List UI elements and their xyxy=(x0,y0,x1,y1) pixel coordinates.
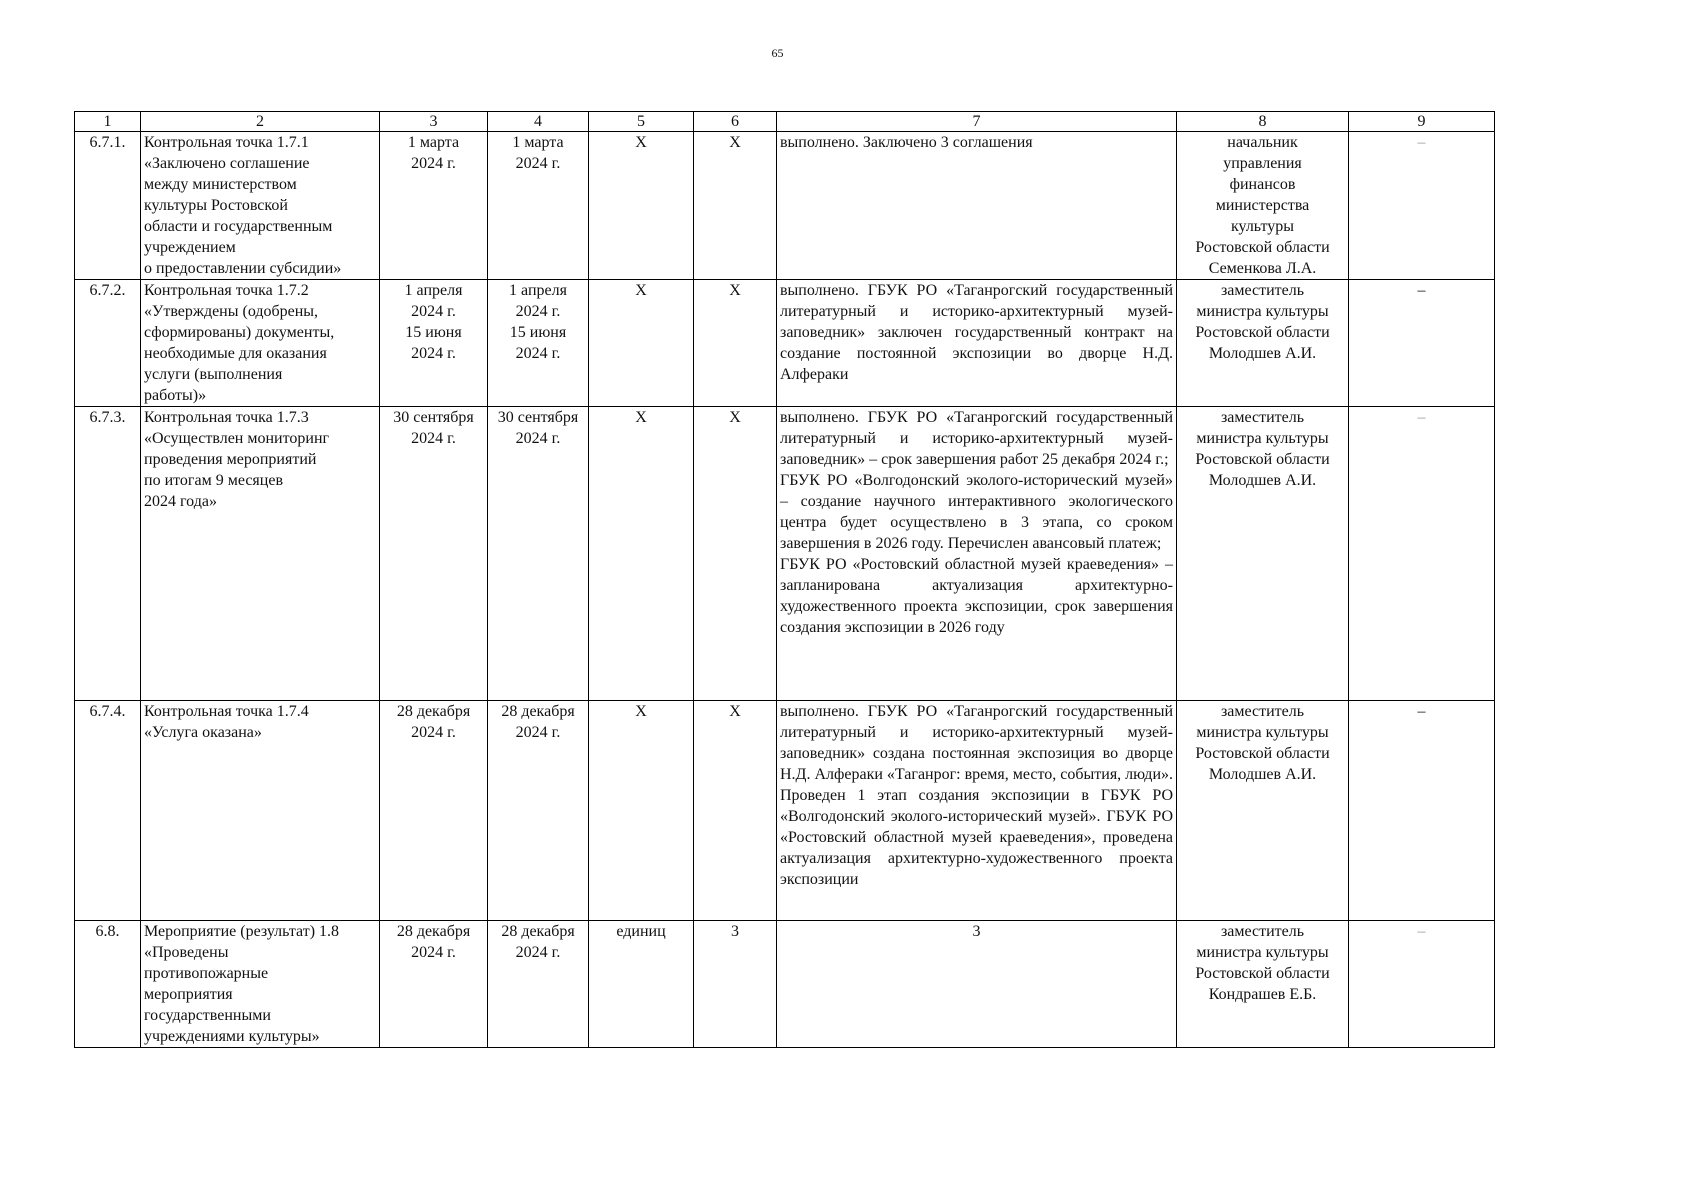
row-number: 6.7.4. xyxy=(75,701,141,921)
date-line: 15 июня xyxy=(509,324,567,341)
event-description xyxy=(141,132,380,280)
column-header-3: 3 xyxy=(380,112,488,132)
responsible-person xyxy=(1177,132,1349,280)
date-line: 1 марта xyxy=(512,134,564,151)
date-line: 2024 г. xyxy=(515,944,561,961)
date-line: 30 сентября xyxy=(393,409,474,426)
description-line: противопожарные xyxy=(144,965,269,982)
column-6-value: X xyxy=(694,407,777,701)
responsible-line: Кондрашев Е.Б. xyxy=(1208,986,1317,1003)
actual-date xyxy=(488,921,589,1048)
planned-date xyxy=(380,701,488,921)
responsible-line: Ростовской области xyxy=(1195,745,1330,762)
responsible-line: Ростовской области xyxy=(1195,324,1330,341)
column-header-2: 2 xyxy=(141,112,380,132)
table-row xyxy=(75,132,1495,280)
description-line: учреждениями культуры» xyxy=(144,1028,320,1045)
date-line: 2024 г. xyxy=(515,303,561,320)
responsible-line: Ростовской области xyxy=(1195,451,1330,468)
date-line: 2024 г. xyxy=(411,724,456,741)
responsible-line: культуры xyxy=(1230,218,1295,235)
column-header-5: 5 xyxy=(589,112,694,132)
date-line: 2024 г. xyxy=(515,430,561,447)
event-description xyxy=(141,701,380,921)
actual-date xyxy=(488,132,589,280)
date-line: 1 марта xyxy=(407,134,460,151)
column-5-value: X xyxy=(589,701,694,921)
date-line: 28 декабря xyxy=(396,703,471,720)
description-line: проведения мероприятий xyxy=(144,451,317,468)
responsible-line: министра культуры xyxy=(1196,430,1329,447)
date-line: 28 декабря xyxy=(396,923,471,940)
date-line: 1 апреля xyxy=(509,282,567,299)
column-5-value: X xyxy=(589,407,694,701)
responsible-line: министра культуры xyxy=(1196,724,1329,741)
date-line: 28 декабря xyxy=(501,703,575,720)
description-line: Контрольная точка 1.7.2 xyxy=(144,282,309,299)
responsible-person xyxy=(1177,701,1349,921)
description-line: 2024 года» xyxy=(144,493,217,510)
description-line: «Заключено соглашение xyxy=(144,155,310,172)
report-table xyxy=(74,111,1495,1048)
description-line: культуры Ростовской xyxy=(144,197,288,214)
column-6-value: X xyxy=(694,280,777,407)
responsible-person xyxy=(1177,407,1349,701)
header-row xyxy=(75,112,1495,132)
responsible-person xyxy=(1177,280,1349,407)
description-line: «Услуга оказана» xyxy=(144,724,262,741)
column-5-value: X xyxy=(589,280,694,407)
description-line: Мероприятие (результат) 1.8 xyxy=(144,923,340,940)
responsible-line: министерства xyxy=(1215,197,1310,214)
table-row xyxy=(75,280,1495,407)
column-6-value: X xyxy=(694,701,777,921)
responsible-line: Семенкова Л.А. xyxy=(1208,260,1317,277)
description-line: государственными xyxy=(144,1007,271,1024)
event-description xyxy=(141,280,380,407)
column-6-value: 3 xyxy=(694,921,777,1048)
column-header-8: 8 xyxy=(1177,112,1349,132)
table-row xyxy=(75,921,1495,1048)
date-line: 2024 г. xyxy=(515,724,561,741)
page-number: 65 xyxy=(771,46,784,60)
status-text: выполнено. ГБУК РО «Таганрогский государственный литературный и историко-архитектурный музей-заповедник» создана постоянная экспозиция во дворце Н.Д. Алфераки «Таганрог: время, место, события, люди». Проведен 1 этап создания экспозиции в ГБУК РО «Волгодонский эколого-исторический музей». ГБУК РО «Ростовский областной музей краеведения», проведена актуализация архитектурно-художественного проекта экспозиции xyxy=(777,701,1177,921)
actual-date xyxy=(488,280,589,407)
actual-date xyxy=(488,407,589,701)
responsible-line: заместитель xyxy=(1220,409,1305,426)
date-line: 2024 г. xyxy=(515,345,561,362)
status-text: выполнено. ГБУК РО «Таганрогский государственный литературный и историко-архитектурный музей-заповедник» заключен государственный контракт на создание постоянной экспозиции во дворце Н.Д. Алфераки xyxy=(777,280,1177,407)
date-line: 28 декабря xyxy=(501,923,575,940)
row-number: 6.7.2. xyxy=(75,280,141,407)
column-header-7: 7 xyxy=(777,112,1177,132)
responsible-line: министра культуры xyxy=(1196,303,1329,320)
status-text: 3 xyxy=(777,921,1177,1048)
column-header-4: 4 xyxy=(488,112,589,132)
responsible-line: Молодшев А.И. xyxy=(1208,345,1317,362)
table-row xyxy=(75,701,1495,921)
status-text: выполнено. Заключено 3 соглашения xyxy=(777,132,1177,280)
column-9-value: – xyxy=(1349,407,1495,701)
description-line: Контрольная точка 1.7.3 xyxy=(144,409,309,426)
event-description xyxy=(141,921,380,1048)
actual-date xyxy=(488,701,589,921)
responsible-line: заместитель xyxy=(1220,282,1305,299)
date-line: 2024 г. xyxy=(411,155,456,172)
description-line: услуги (выполнения xyxy=(144,366,283,383)
description-line: между министерством xyxy=(144,176,297,193)
event-description xyxy=(141,407,380,701)
column-9-value: – xyxy=(1349,921,1495,1048)
column-5-value: единиц xyxy=(589,921,694,1048)
column-9-value: – xyxy=(1349,132,1495,280)
status-text: выполнено. ГБУК РО «Таганрогский государственный литературный и историко-архитектурный музей-заповедник» – срок завершения работ 25 декабря 2024 г.; ГБУК РО «Волгодонский эколого-исторический музей» – создание научного интерактивного экологического центра будет осуществлено в 3 этапа, со сроком завершения в 2026 году. Перечислен авансовый платеж; ГБУК РО «Ростовский областной музей краеведения» – запланирована актуализация архитектурно-художественного проекта экспозиции, срок завершения создания экспозиции в 2026 году xyxy=(777,407,1177,701)
description-line: области и государственным xyxy=(144,218,333,235)
responsible-line: Молодшев А.И. xyxy=(1208,766,1317,783)
description-line: необходимые для оказания xyxy=(144,345,327,362)
date-line: 15 июня xyxy=(405,324,462,341)
planned-date xyxy=(380,280,488,407)
column-6-value: X xyxy=(694,132,777,280)
row-number: 6.8. xyxy=(75,921,141,1048)
description-line: «Проведены xyxy=(144,944,229,961)
date-line: 2024 г. xyxy=(411,430,456,447)
date-line: 2024 г. xyxy=(411,345,456,362)
column-header-9: 9 xyxy=(1349,112,1495,132)
description-line: работы)» xyxy=(144,387,207,404)
date-line: 2024 г. xyxy=(411,944,456,961)
responsible-line: финансов xyxy=(1229,176,1296,193)
responsible-line: заместитель xyxy=(1220,703,1305,720)
responsible-line: управления xyxy=(1223,155,1302,172)
date-line: 2024 г. xyxy=(411,303,456,320)
responsible-line: начальник xyxy=(1227,134,1298,151)
column-header-1: 1 xyxy=(75,112,141,132)
description-line: сформированы) документы, xyxy=(144,324,335,341)
responsible-line: министра культуры xyxy=(1196,944,1329,961)
date-line: 30 сентября xyxy=(497,409,579,426)
responsible-line: заместитель xyxy=(1220,923,1305,940)
description-line: Контрольная точка 1.7.4 xyxy=(144,703,309,720)
column-header-6: 6 xyxy=(694,112,777,132)
description-line: по итогам 9 месяцев xyxy=(144,472,283,489)
column-5-value: X xyxy=(589,132,694,280)
table-row xyxy=(75,407,1495,701)
description-line: о предоставлении субсидии» xyxy=(144,260,342,277)
description-line: учреждением xyxy=(144,239,236,256)
description-line: Контрольная точка 1.7.1 xyxy=(144,134,309,151)
column-9-value: – xyxy=(1349,280,1495,407)
description-line: мероприятия xyxy=(144,986,233,1003)
planned-date xyxy=(380,407,488,701)
responsible-line: Ростовской области xyxy=(1195,965,1330,982)
row-number: 6.7.1. xyxy=(75,132,141,280)
date-line: 2024 г. xyxy=(515,155,561,172)
date-line: 1 апреля xyxy=(404,282,463,299)
row-number: 6.7.3. xyxy=(75,407,141,701)
responsible-person xyxy=(1177,921,1349,1048)
responsible-line: Ростовской области xyxy=(1195,239,1330,256)
planned-date xyxy=(380,132,488,280)
planned-date xyxy=(380,921,488,1048)
description-line: «Утверждены (одобрены, xyxy=(144,303,319,320)
column-9-value: – xyxy=(1349,701,1495,921)
description-line: «Осуществлен мониторинг xyxy=(144,430,330,447)
responsible-line: Молодшев А.И. xyxy=(1208,472,1317,489)
